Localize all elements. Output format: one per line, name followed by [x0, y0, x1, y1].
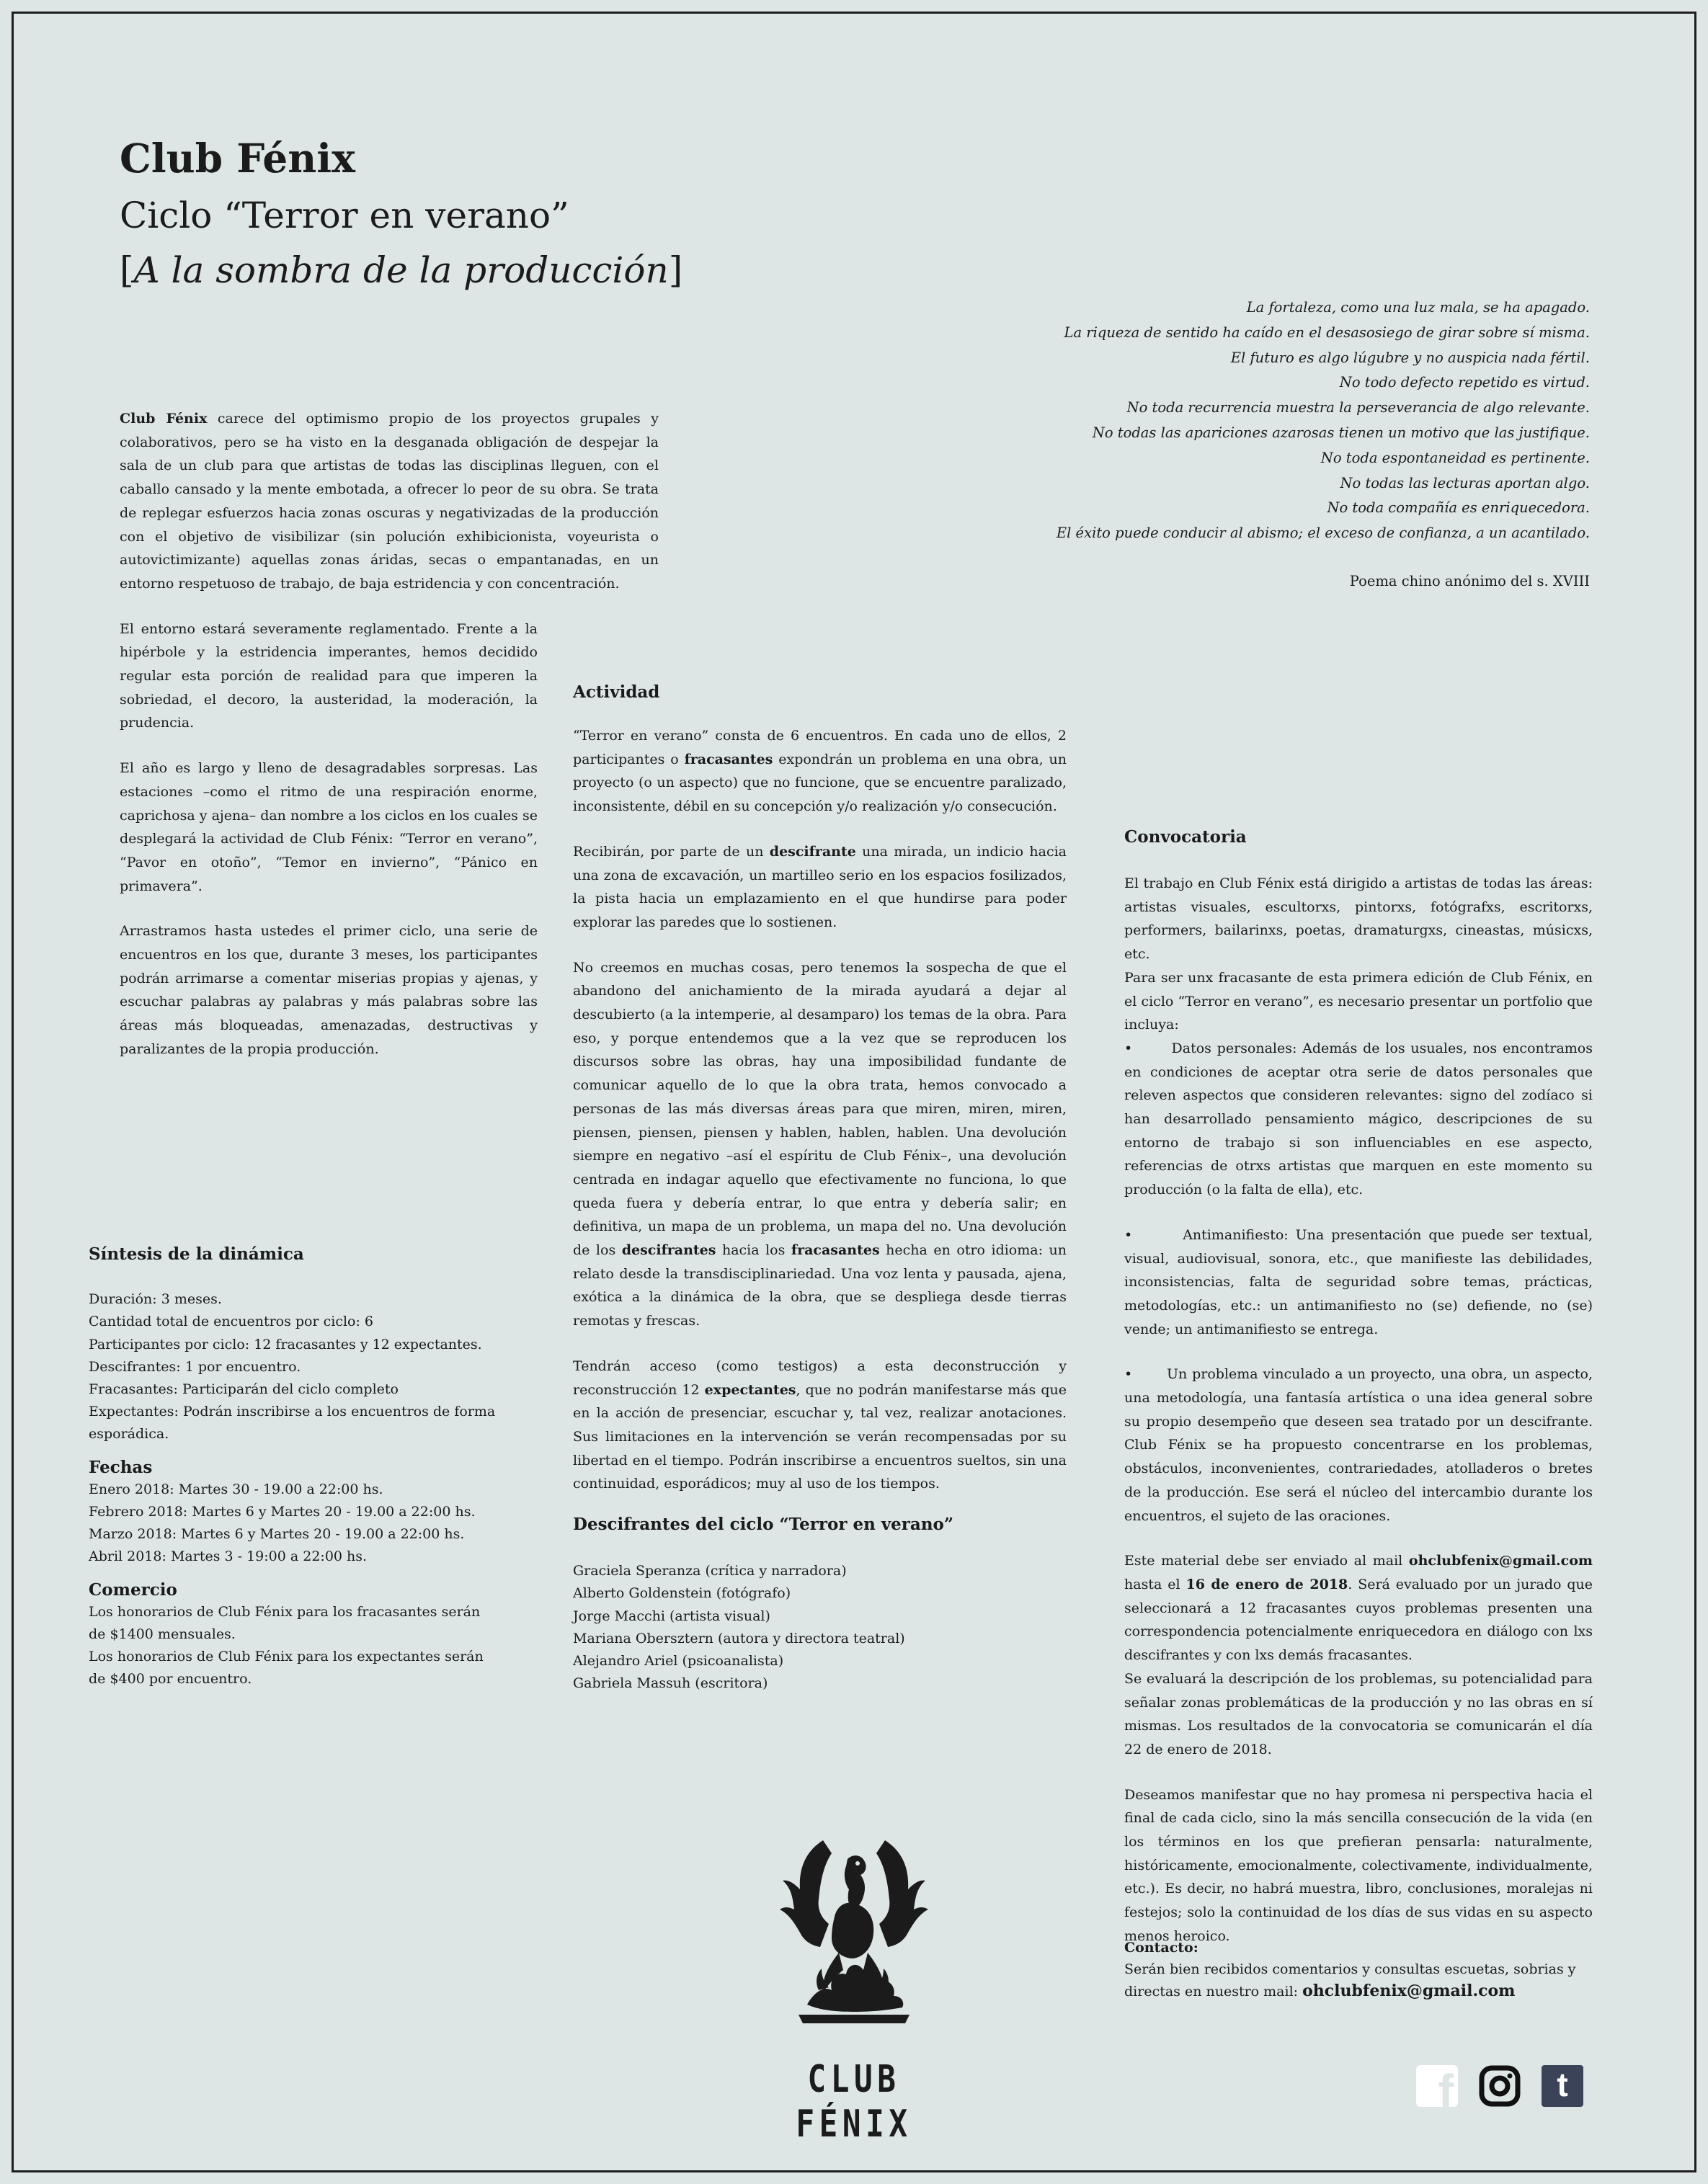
- contacto-email[interactable]: ohclubfenix@gmail.com: [1302, 1982, 1516, 2000]
- fecha-line: Abril 2018: Martes 3 - 19:00 a 22:00 hs.: [89, 1548, 368, 1565]
- sintesis-line: Cantidad total de encuentros por ciclo: 6: [89, 1314, 374, 1330]
- sintesis-line: Descifrantes: 1 por encuentro.: [89, 1358, 301, 1375]
- club-fenix-logo: [778, 1837, 930, 2147]
- descifrantes-heading: Descifrantes del ciclo “Terror en verano”: [573, 1515, 954, 1534]
- convocatoria-paragraph: Se evaluará la descripción de los problemas, su potencialidad para señalar zonas problemáticas de la producción y no las obras en sí mismas. Los resultados de la convocatoria se comunicarán el día 22 de enero de 2018.: [1124, 1670, 1593, 1757]
- descifrante-name: Graciela Speranza (crítica y narradora): [573, 1563, 847, 1579]
- phoenix-icon: [778, 1837, 930, 2046]
- logo-text-fenix: FÉNIX: [796, 2103, 912, 2146]
- sintesis-line: esporádica.: [89, 1426, 169, 1443]
- comercio-line: de $1400 mensuales.: [89, 1626, 236, 1643]
- actividad-heading: Actividad: [573, 682, 660, 702]
- contact-email[interactable]: ohclubfenix@gmail.com: [1408, 1553, 1593, 1569]
- sintesis-line: Expectantes: Podrán inscribirse a los encuentros de forma: [89, 1404, 496, 1420]
- contacto-heading: Contacto:: [1124, 1940, 1198, 1956]
- poem-attribution: Poema chino anónimo del s. XVIII: [1349, 573, 1590, 589]
- sintesis-line: Fracasantes: Participarán del ciclo completo: [89, 1381, 399, 1398]
- comercio-line: Los honorarios de Club Fénix para los fracasantes serán: [89, 1603, 481, 1620]
- comercio-line: de $400 por encuentro.: [89, 1671, 252, 1688]
- poem-line: No toda compañía es enriquecedora.: [1327, 499, 1590, 517]
- poem: [797, 295, 1590, 546]
- comercio-line: Los honorarios de Club Fénix para los expectantes serán: [89, 1649, 484, 1665]
- poem-line: No toda recurrencia muestra la perseverancia de algo relevante.: [1126, 399, 1590, 416]
- fecha-line: Enero 2018: Martes 30 - 19.00 a 22:00 hs.: [89, 1481, 383, 1497]
- descifrante-name: Alejandro Ariel (psicoanalista): [573, 1653, 784, 1670]
- tumblr-icon[interactable]: t: [1542, 2065, 1583, 2107]
- intro-paragraph: Club Fénix carece del optimismo propio de los proyectos grupales y colaborativos, pero se ha visto en la desganada obligación de despejar la sala de un club para que artistas de todas las disciplinas lleguen, con el caballo cansado y la mente embotada, a ofrecer lo peor de su obra. Se trata de replegar esfuerzos hacia zonas oscuras y negativizadas de la producción con el objetivo de visibilizar (sin polución exhibicionista, voyeurista o autovictimizante) aquellas zonas áridas, secas o empantanadas, en un entorno respetuoso de trabajo, de baja estridencia y con concentración.: [120, 411, 659, 592]
- convocatoria-paragraph: Para ser unx fracasante de esta primera edición de Club Fénix, en el ciclo “Terror en verano”, es necesario presentar un portfolio que incluya:: [1124, 969, 1593, 1033]
- intro-paragraph: Arrastramos hasta ustedes el primer ciclo, una serie de encuentros en los que, durante 3 meses, los participantes podrán arrimarse a comentar miserias propias y ajenas, y escuchar palabras ay palabras y más palabras sobre las áreas más bloqueadas, amenazadas, destructivas y paralizantes de la propia producción.: [120, 923, 538, 1057]
- intro-paragraph: El año es largo y lleno de desagradables sorpresas. Las estaciones –como el ritmo de una respiración enorme, caprichosa y ajena– dan nombre a los ciclos en los cuales se desplegará la actividad de Club Fénix: “Terror en verano”, “Pavor en otoño”, “Temor en invierno”, “Pánico en primavera”.: [120, 760, 538, 894]
- actividad-paragraph: Recibirán, por parte de un descifrante una mirada, un indicio hacia una zona de excavación, un martilleo serio en los espacios fosilizados, la pista hacia un emplazamiento en el que hundirse para poder explorar las paredes que lo sostienen.: [573, 843, 1067, 930]
- logo-text-club: CLUB: [807, 2058, 901, 2101]
- fecha-line: Febrero 2018: Martes 6 y Martes 20 - 19.00 a 22:00 hs.: [89, 1504, 476, 1520]
- actividad-section: [573, 724, 1067, 1517]
- poem-line: No toda espontaneidad es pertinente.: [1320, 449, 1590, 466]
- page-tagline: [A la sombra de la producción]: [120, 249, 683, 291]
- convocatoria-section: [1124, 872, 1593, 1970]
- page-title: Club Fénix: [120, 135, 355, 182]
- descifrante-name: Mariana Obersztern (autora y directora teatral): [573, 1630, 905, 1646]
- convocatoria-paragraph: El trabajo en Club Fénix está dirigido a artistas de todas las áreas: artistas visuales, escultorxs, pintorxs, fotógrafxs, escritorxs, performers, bailarinxs, poetas, dramaturgxs, cineastas, músicxs, etc.: [1124, 875, 1593, 963]
- descifrantes-section: [573, 1513, 953, 1695]
- poem-line: No todas las apariciones azarosas tienen un motivo que las justifique.: [1092, 424, 1590, 441]
- sintesis-line: Duración: 3 meses.: [89, 1291, 222, 1308]
- convocatoria-heading: Convocatoria: [1124, 827, 1247, 847]
- deadline-date: 16 de enero de 2018: [1186, 1576, 1348, 1592]
- sintesis-section: [89, 1243, 495, 1691]
- sintesis-line: Participantes por ciclo: 12 fracasantes y 12 expectantes.: [89, 1336, 482, 1352]
- poem-line: La fortaleza, como una luz mala, se ha apagado.: [1246, 299, 1590, 316]
- intro-paragraph: El entorno estará severamente reglamentado. Frente a la hipérbole y la estridencia imperantes, hemos decidido regular esta porción de realidad para que imperen la sobriedad, el decoro, la austeridad, la moderación, la prudencia.: [120, 620, 538, 731]
- convocatoria-bullet: • Un problema vinculado a un proyecto, una obra, un aspecto, una metodología, una fantasía artística o una idea general sobre su propio desempeño que deseen sea tratado por un descifrante. Club Fénix se ha propuesto concentrarse en los problemas, obstáculos, inconvenientes, contrariedades, atolladeros o bretes de la producción. Ese será el núcleo del intercambio durante los encuentros, el sujeto de las oraciones.: [1124, 1366, 1593, 1524]
- descifrante-name: Alberto Goldenstein (fotógrafo): [573, 1585, 791, 1602]
- contacto-text: Serán bien recibidos comentarios y consultas escuetas, sobrias y directas en nuestro mail: ohclubfenix@gmail.com: [1124, 1961, 1576, 2000]
- poem-line: El éxito puede conducir al abismo; el exceso de confianza, a un acantilado.: [1056, 525, 1590, 542]
- sintesis-heading: Síntesis de la dinámica: [89, 1244, 304, 1264]
- descifrante-name: Jorge Macchi (artista visual): [573, 1608, 770, 1624]
- fecha-line: Marzo 2018: Martes 6 y Martes 20 - 19.00 a 22:00 hs.: [89, 1526, 465, 1543]
- page-subtitle: Ciclo “Terror en verano”: [120, 195, 569, 236]
- convocatoria-paragraph: Deseamos manifestar que no hay promesa ni perspectiva hacia el final de cada ciclo, sino la más sencilla consecución de la vida (en los términos en los que prefieran pensarla: naturalmente, históricamente, emocionalmente, colectivamente, individualmente, etc.). Es decir, no habrá muestra, libro, conclusiones, moralejas ni festejos; solo la continuidad de los días de sus vidas en su aspecto menos heroico.: [1124, 1786, 1593, 1944]
- actividad-paragraph: Tendrán acceso (como testigos) a esta deconstrucción y reconstrucción 12 expectantes, que no podrán manifestarse más que en la acción de presenciar, escuchar y, tal vez, realizar anotaciones. Sus limitaciones en la intervención se verán recompensadas por su libertad en el tiempo. Podrán inscribirse a encuentros sueltos, sin una continuidad, esporádicos; muy al uso de los tiempos.: [573, 1358, 1067, 1492]
- poem-line: El futuro es algo lúgubre y no auspicia nada fértil.: [1230, 349, 1590, 366]
- convocatoria-bullet: • Antimanifiesto: Una presentación que puede ser textual, visual, audiovisual, sonora, etc., que manifieste las debilidades, inconsistencias, falta de seguridad sobre temas, prácticas, metodologías, etc.: un antimanifiesto no (se) defiende, no (se) vende; un antimanifiesto se entrega.: [1124, 1226, 1593, 1337]
- fechas-heading: Fechas: [89, 1457, 153, 1477]
- facebook-icon[interactable]: f: [1416, 2065, 1458, 2107]
- poem-line: No todo defecto repetido es virtud.: [1339, 374, 1590, 391]
- convocatoria-paragraph: Este material debe ser enviado al mail ohclubfenix@gmail.com hasta el 16 de enero de 2018. Será evaluado por un jurado que seleccionará a 12 fracasantes cuyos problemas presenten una correspondencia potencialmente enriquecedora en diálogo con lxs descifrantes y con lxs demás fracasantes.: [1124, 1553, 1593, 1664]
- poem-line: La riqueza de sentido ha caído en el desasosiego de girar sobre sí misma.: [1064, 324, 1590, 341]
- actividad-paragraph: “Terror en verano” consta de 6 encuentros. En cada uno de ellos, 2 participantes o fracasantes expondrán un problema en una obra, un proyecto (o un aspecto) que no funcione, que se encuentre paralizado, inconsistente, débil en su concepción y/o realización y/o consecución.: [573, 728, 1067, 815]
- comercio-heading: Comercio: [89, 1579, 177, 1600]
- poem-line: No todas las lecturas aportan algo.: [1340, 474, 1590, 491]
- instagram-icon[interactable]: [1479, 2065, 1521, 2107]
- convocatoria-bullet: • Datos personales: Además de los usuales, nos encontramos en condiciones de aceptar otra serie de datos personales que releven aspectos que consideren relevantes: signo del zodíaco si han desarrollado pensamiento mágico, descripciones de su entorno de trabajo si son influenciables en ese aspecto, referencias de otrxs artistas que marquen en este momento su producción (o la falta de ella), etc.: [1124, 1040, 1593, 1198]
- contacto-section: [1124, 1937, 1593, 2002]
- descifrante-name: Gabriela Massuh (escritora): [573, 1675, 768, 1692]
- actividad-paragraph: No creemos en muchas cosas, pero tenemos la sospecha de que el abandono del anichamiento de la mirada ayudará a dejar al descubierto (a la intemperie, al desamparo) los temas de la obra. Para eso, y porque entendemos que a la vez que se reproducen los discursos sobre las obras, hay una imposibilidad fundante de comunicar aquello de lo que la obra trata, hemos convocado a personas de las más diversas áreas para que miren, miren, miren, piensen, piensen, piensen y hablen, hablen, hablen. Una devolución siempre en negativo –así el espíritu de Club Fénix–, una devolución centrada en indagar aquello que efectivamente no funciona, lo que queda fuera y debería entrar, lo que entra y debería salir; en definitiva, un mapa de un problema, un mapa del no. Una devolución de los descifrantes hacia los fracasantes hecha en otro idioma: un relato desde la transdisciplinariedad. Una voz lenta y pausada, ajena, exótica a la dinámica de la obra, que se despliega desde tierras remotas y frescas.: [573, 959, 1067, 1329]
